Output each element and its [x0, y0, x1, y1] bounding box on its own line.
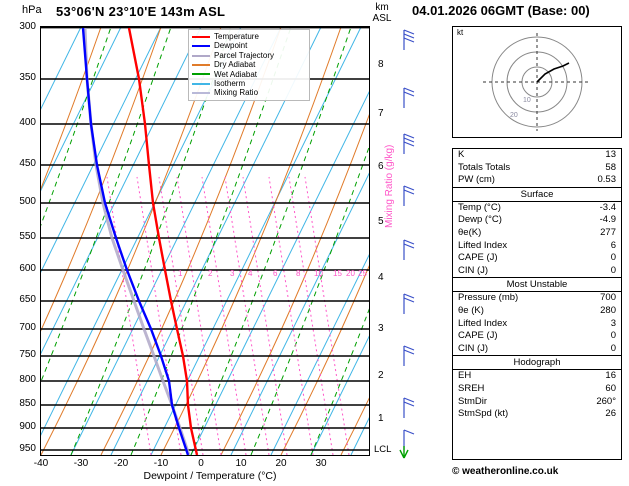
wind-barb — [404, 398, 414, 418]
height-tick: 7 — [378, 108, 384, 119]
pressure-tick: 850 — [19, 398, 36, 409]
chart-legend — [188, 29, 310, 101]
height-tick: 8 — [378, 59, 384, 70]
section-header-most-unstable: Most Unstable — [453, 277, 621, 292]
mixing-ratio-label: 8 — [296, 269, 301, 278]
temp-tick: 10 — [235, 458, 247, 469]
height-axis-unit-km: km — [375, 2, 389, 13]
mixing-ratio-label: 3 — [230, 269, 235, 278]
x-axis-title: Dewpoint / Temperature (°C) — [143, 470, 277, 482]
copyright-label: © weatheronline.co.uk — [452, 466, 559, 477]
mixing-ratio-label: 6 — [273, 269, 278, 278]
wind-barb — [404, 186, 414, 206]
parameters-table — [452, 148, 622, 460]
wind-barb — [404, 430, 414, 450]
param-value: 26 — [605, 408, 616, 420]
temp-tick: -20 — [113, 458, 129, 469]
legend-swatch — [192, 83, 210, 85]
table-row — [453, 408, 621, 421]
hodograph-trace — [537, 63, 569, 82]
param-label: θe(K) — [458, 226, 482, 238]
param-value: 280 — [600, 304, 616, 316]
table-row — [453, 162, 621, 175]
hodograph-svg — [453, 27, 621, 137]
temp-tick: 30 — [315, 458, 327, 469]
temp-tick: -30 — [73, 458, 89, 469]
wind-barb-column — [394, 26, 426, 460]
param-value: 60 — [605, 382, 616, 394]
table-row — [453, 343, 621, 356]
table-row — [453, 383, 621, 396]
mixing-ratio-axis-title: Mixing Ratio (g/kg) — [384, 144, 395, 228]
param-value: 0 — [610, 252, 616, 264]
param-label: Pressure (mb) — [458, 292, 519, 304]
pressure-tick: 700 — [19, 322, 36, 333]
pressure-tick: 950 — [19, 443, 36, 454]
pressure-tick: 650 — [19, 294, 36, 305]
table-row — [453, 330, 621, 343]
table-row — [453, 240, 621, 253]
hodograph-panel — [452, 26, 622, 138]
pressure-tick: 300 — [19, 21, 36, 32]
legend-swatch — [192, 55, 210, 57]
wind-barb — [404, 30, 414, 50]
legend-label: Mixing Ratio — [214, 88, 259, 98]
param-value: -4.9 — [599, 214, 616, 226]
param-value: 700 — [600, 292, 616, 304]
param-label: CIN (J) — [458, 264, 489, 276]
param-label: Temp (°C) — [458, 201, 501, 213]
param-label: CIN (J) — [458, 342, 489, 354]
mixing-ratio-label: 2 — [208, 269, 213, 278]
mixing-ratio-label: 10 — [314, 269, 323, 278]
table-row — [453, 252, 621, 265]
legend-label: Dry Adiabat — [214, 60, 256, 70]
height-axis-unit-asl: ASL — [372, 13, 392, 24]
section-header-surface: Surface — [453, 187, 621, 202]
pressure-tick: 500 — [19, 196, 36, 207]
legend-swatch — [192, 64, 210, 66]
pressure-tick: 600 — [19, 263, 36, 274]
table-row — [453, 265, 621, 278]
legend-label: Parcel Trajectory — [214, 50, 275, 60]
table-row — [453, 174, 621, 187]
table-row — [453, 292, 621, 305]
parcel-trajectory-line — [85, 28, 189, 455]
param-value: 277 — [600, 226, 616, 238]
wind-barb — [404, 346, 414, 366]
pressure-tick: 450 — [19, 158, 36, 169]
param-value: 0 — [610, 264, 616, 276]
legend-item-dewpoint — [192, 41, 306, 50]
hodograph-ring-label: 20 — [510, 112, 518, 119]
legend-item-dry-adiabat — [192, 60, 306, 69]
height-tick: 5 — [378, 216, 384, 227]
legend-swatch — [192, 73, 210, 75]
temp-tick: 0 — [198, 458, 204, 469]
legend-item-parcel — [192, 51, 306, 60]
table-row — [453, 396, 621, 409]
legend-label: Wet Adiabat — [214, 69, 257, 79]
legend-item-temperature — [192, 32, 306, 41]
param-value: 0 — [610, 342, 616, 354]
param-label: K — [458, 149, 465, 160]
param-label: PW (cm) — [458, 174, 495, 186]
param-value: 16 — [605, 370, 616, 382]
wind-barb — [404, 134, 414, 154]
param-label: Lifted Index — [458, 317, 508, 329]
hodograph-unit-label: kt — [457, 28, 464, 37]
pressure-tick: 350 — [19, 72, 36, 83]
temp-tick: 20 — [275, 458, 287, 469]
table-row — [453, 149, 621, 162]
param-label: Totals Totals — [458, 161, 511, 173]
param-label: Lifted Index — [458, 239, 508, 251]
model-run-label: 04.01.2026 06GMT (Base: 00) — [412, 3, 590, 18]
param-value: 0 — [610, 330, 616, 342]
legend-label: Isotherm — [214, 79, 246, 89]
param-label: SREH — [458, 382, 485, 394]
legend-swatch — [192, 45, 210, 47]
height-tick: 2 — [378, 370, 384, 381]
height-tick: 6 — [378, 161, 384, 172]
legend-item-mixing-ratio — [192, 88, 306, 97]
param-value: 0.53 — [597, 174, 616, 186]
temp-tick: -10 — [153, 458, 169, 469]
param-value: -3.4 — [599, 201, 616, 213]
param-value: 3 — [610, 317, 616, 329]
param-value: 6 — [610, 239, 616, 251]
table-row — [453, 370, 621, 383]
height-tick: 1 — [378, 413, 384, 424]
pressure-tick: 750 — [19, 349, 36, 360]
table-row — [453, 227, 621, 240]
legend-item-isotherm — [192, 79, 306, 88]
height-tick: 3 — [378, 323, 384, 334]
wind-barb — [404, 294, 414, 314]
hodograph-ring-label: 10 — [523, 97, 531, 104]
param-label: StmSpd (kt) — [458, 408, 509, 420]
param-label: CAPE (J) — [458, 330, 498, 342]
table-row — [453, 202, 621, 215]
station-title: 53°06'N 23°10'E 143m ASL — [56, 4, 226, 19]
param-label: θe (K) — [458, 304, 484, 316]
mixing-ratio-label: 4 — [248, 269, 253, 278]
legend-swatch — [192, 36, 210, 38]
legend-label: Temperature — [214, 32, 259, 41]
legend-label: Dewpoint — [214, 41, 248, 51]
param-value: 58 — [605, 161, 616, 173]
param-value: 13 — [605, 149, 616, 160]
pressure-tick: 400 — [19, 117, 36, 128]
wind-barb-surface — [400, 446, 408, 458]
legend-item-wet-adiabat — [192, 70, 306, 79]
param-label: Dewp (°C) — [458, 214, 502, 226]
pressure-tick: 550 — [19, 231, 36, 242]
section-header-hodograph: Hodograph — [453, 355, 621, 370]
param-label: EH — [458, 370, 472, 382]
param-label: CAPE (J) — [458, 252, 498, 264]
legend-swatch — [192, 92, 210, 94]
mixing-ratio-label: 20 — [346, 269, 355, 278]
height-axis-unit — [368, 2, 396, 24]
wind-barb — [404, 88, 414, 108]
lcl-label: LCL — [374, 444, 392, 455]
table-row — [453, 214, 621, 227]
temp-tick: -40 — [33, 458, 49, 469]
mixing-ratio-label: 15 — [333, 269, 342, 278]
pressure-axis-unit: hPa — [22, 4, 42, 16]
mixing-ratio-label: 1 — [178, 269, 183, 278]
param-label: StmDir — [458, 395, 488, 407]
height-tick: 4 — [378, 272, 384, 283]
table-row — [453, 305, 621, 318]
mixing-ratio-label: 25 — [358, 269, 367, 278]
pressure-tick: 800 — [19, 374, 36, 385]
param-value: 260° — [596, 395, 616, 407]
wind-barb — [404, 240, 414, 260]
table-row — [453, 318, 621, 331]
pressure-tick: 900 — [19, 421, 36, 432]
